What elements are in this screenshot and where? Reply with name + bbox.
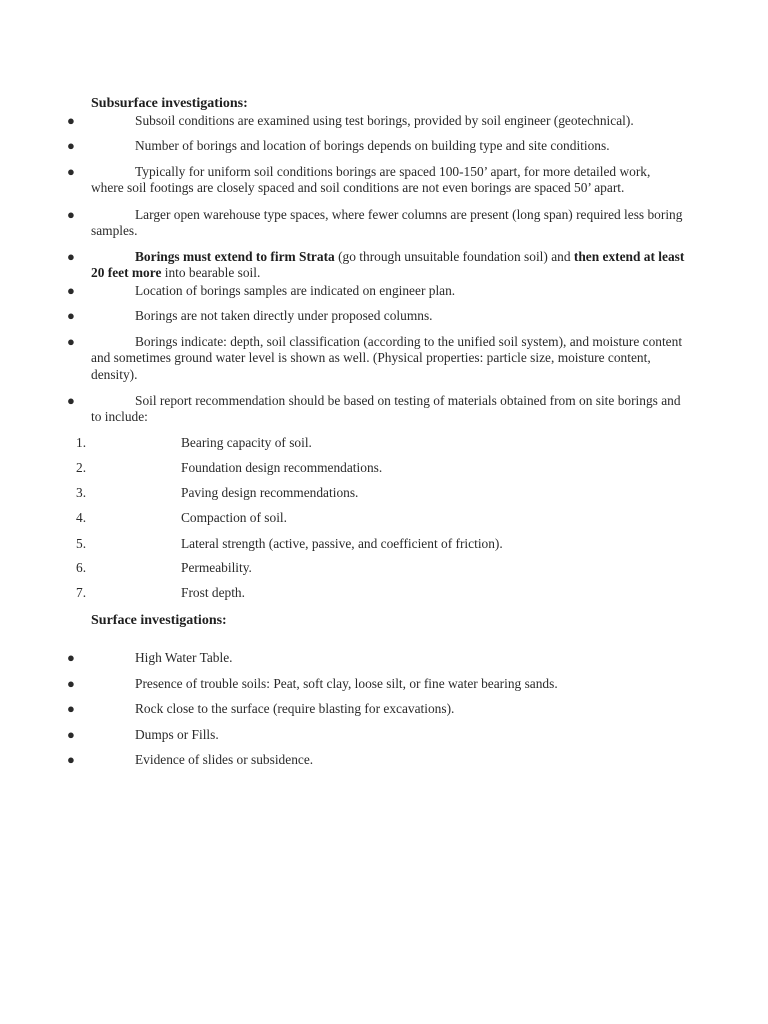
subsurface-heading: Subsurface investigations:: [91, 96, 248, 111]
bullet-icon: ●: [67, 752, 75, 767]
bullet-icon: ●: [67, 727, 75, 742]
bullet-icon: ●: [67, 207, 75, 222]
bullet-icon: ●: [67, 334, 75, 349]
bullet-icon: ●: [67, 308, 75, 323]
document-page: Subsurface investigations: ● Subsoil conditions are examined using test borings, provided by soil engineer (geotechnical). ● Number of borings and location of borings depends on building type and site conditions. ● Typically for uniform soil conditions borings are spaced 100-150’ apart, for more detailed work, where soil footings are closely spaced and soil conditions are not even borings are spaced 50’ apart. ● Larger open warehouse type spaces, where fewer columns are present (long span) required less boring samples. ● Borings must extend to firm Strata (go through unsuitable foundation soil) and then extend at least 20 feet more into bearable soil. ● Location of borings samples are indicated on engineer plan. ● Borings are not taken directly under proposed columns. ● Borings indicate: depth, soil classification (according to the unified soil system), and moisture content and sometimes ground water level is shown as well. (Physical properties: particle size, moisture content, density). ● Soil report recommendation should be based on testing of materials obtained from on site borings and to include: 1. Bearing capacity of soil. 2. Foundation design recommendations. 3. Paving design recommendations. 4. Compaction of soil. 5. Lateral strength (active, passive, and coefficient of friction). 6. Permeability. 7. Frost depth. Surface investigations: ● High Water Table. ● Presence of trouble soils: Peat, soft clay, loose silt, or fine water bearing sands. ● Rock close to the surface (require blasting for excavations). ● Dumps or Fills. ● Evidence of slides or subsidence.: [67, 96, 685, 767]
bullet-icon: ●: [67, 138, 75, 153]
bullet-icon: ●: [67, 393, 75, 408]
surface-heading: Surface investigations:: [91, 613, 227, 628]
bullet-icon: ●: [67, 701, 75, 716]
bullet-icon: ●: [67, 164, 75, 179]
bullet-icon: ●: [67, 283, 75, 298]
bullet-icon: ●: [67, 650, 75, 665]
bullet-icon: ●: [67, 113, 75, 128]
bullet-icon: ●: [67, 249, 75, 264]
bullet-icon: ●: [67, 676, 75, 691]
